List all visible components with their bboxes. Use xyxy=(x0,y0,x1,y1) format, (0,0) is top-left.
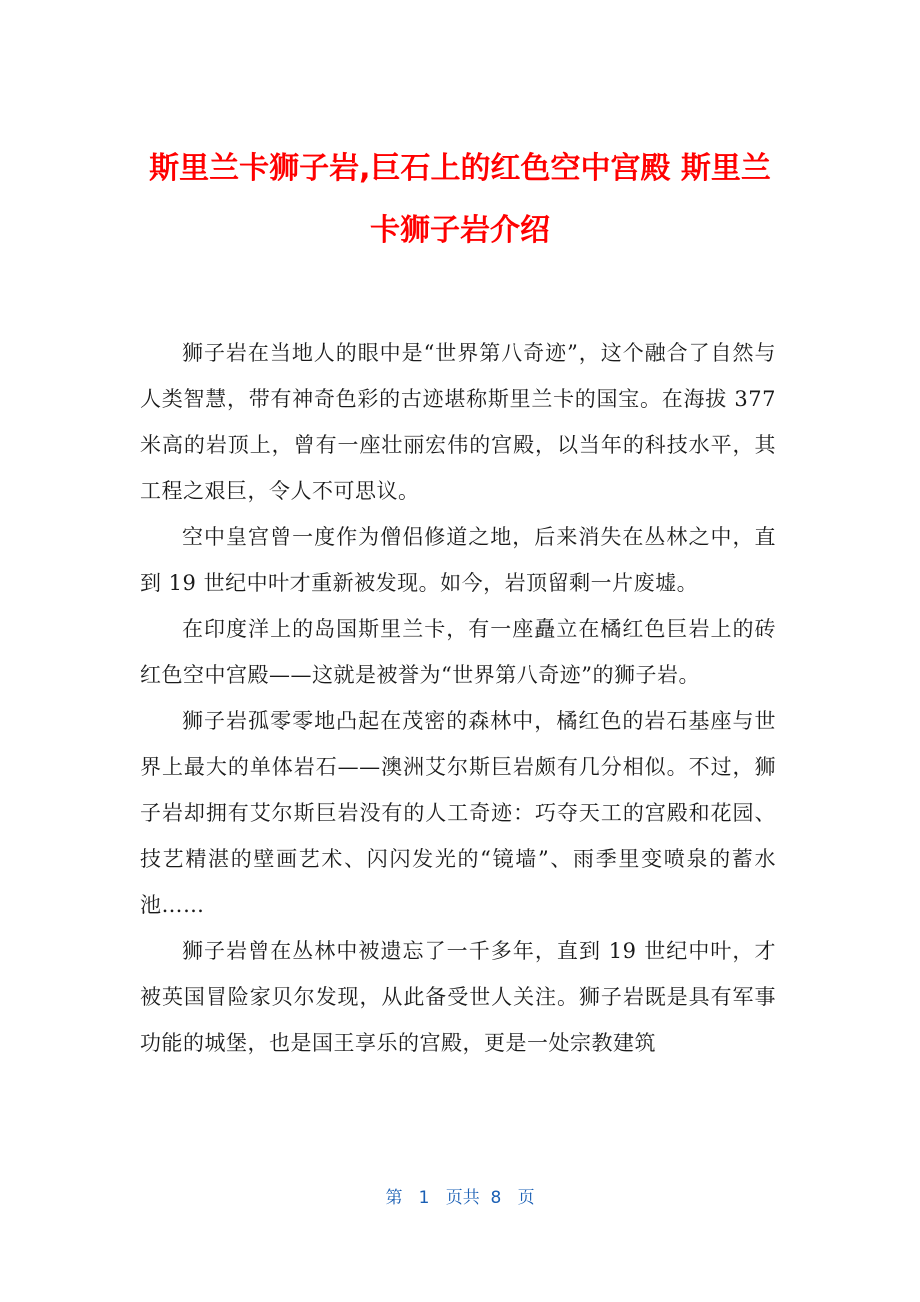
page-prefix: 第 xyxy=(385,1188,403,1208)
paragraph: 空中皇宫曾一度作为僧侣修道之地，后来消失在丛林之中，直到 19 世纪中叶才重新被发现。如今，岩顶留剩一片废墟。 xyxy=(140,525,776,595)
document-title: 斯里兰卡狮子岩,巨石上的红色空中宫殿 斯里兰卡狮子岩介绍 xyxy=(149,151,771,248)
paragraph: 狮子岩孤零零地凸起在茂密的森林中，橘红色的岩石基座与世界上最大的单体岩石——澳洲艾尔斯巨岩颇有几分相似。不过，狮子岩却拥有艾尔斯巨岩没有的人工奇迹：巧夺天工的宫殿和花园、技艺精湛的壁画艺术、闪闪发光的“镜墙”、雨季里变喷泉的蓄水池…… xyxy=(140,709,776,917)
current-page-number: 1 xyxy=(418,1188,430,1208)
page-number-footer xyxy=(0,1186,920,1210)
total-pages-number: 8 xyxy=(490,1188,502,1208)
paragraph: 在印度洋上的岛国斯里兰卡，有一座矗立在橘红色巨岩上的砖红色空中宫殿——这就是被誉为“世界第八奇迹”的狮子岩。 xyxy=(140,617,776,687)
page-middle-text: 页共 xyxy=(445,1188,480,1208)
paragraph: 狮子岩在当地人的眼中是“世界第八奇迹”，这个融合了自然与人类智慧，带有神奇色彩的古迹堪称斯里兰卡的国宝。在海拔 377 米高的岩顶上，曾有一座壮丽宏伟的宫殿，以当年的科技水平，其工程之艰巨，令人不可思议。 xyxy=(140,341,776,503)
page-suffix: 页 xyxy=(517,1188,535,1208)
paragraph: 狮子岩曾在丛林中被遗忘了一千多年，直到 19 世纪中叶，才被英国冒险家贝尔发现，从此备受世人关注。狮子岩既是具有军事功能的城堡，也是国王享乐的宫殿，更是一处宗教建筑 xyxy=(140,939,776,1055)
document-body xyxy=(140,330,776,1066)
